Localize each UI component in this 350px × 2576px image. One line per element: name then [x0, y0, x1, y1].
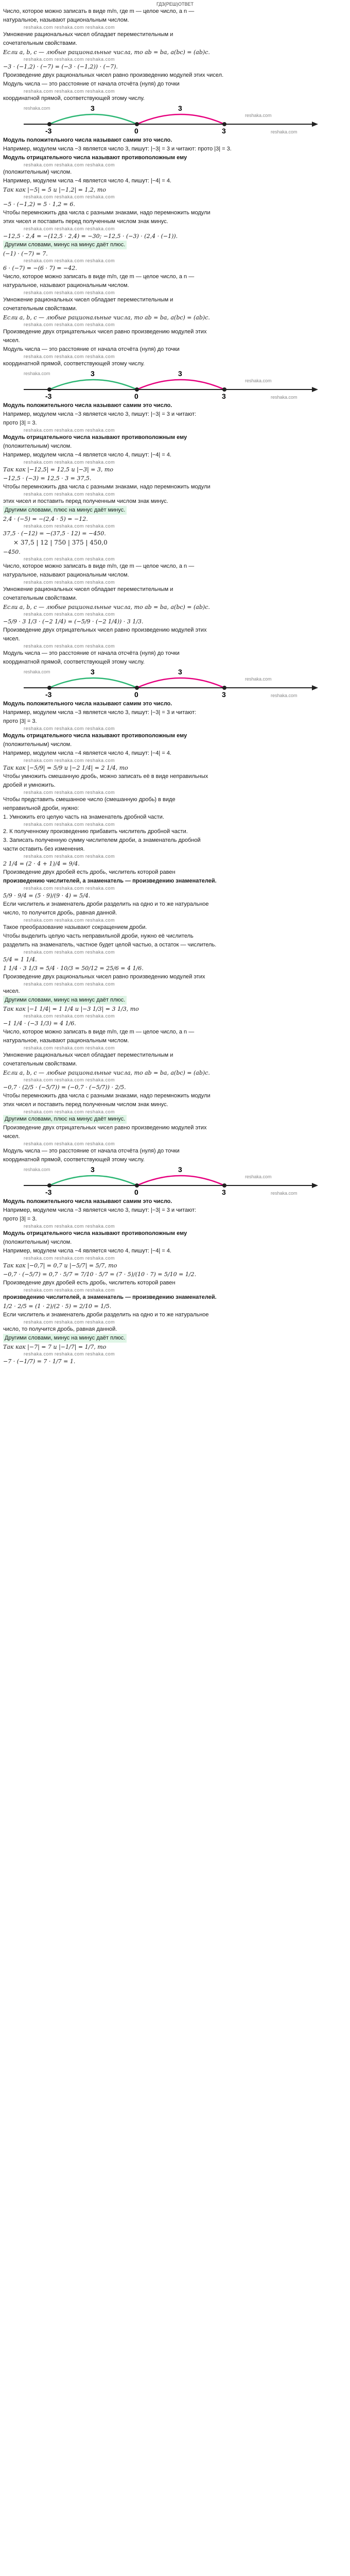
watermark-row: reshaka.com reshaka.com reshaka.com	[24, 1351, 115, 1357]
solution-section	[3, 1028, 347, 1366]
modulus-arc-left	[49, 678, 137, 688]
definition-text: Модуль положительного числа называют самим это число.	[3, 402, 172, 409]
body-text: Произведение двух отрицательных чисел равно произведению модулей этих	[3, 329, 207, 335]
rule-highlight: Другими словами, минус на минус даёт плюс.	[3, 996, 127, 1005]
body-text: координатной прямой, соответствующей этому числу.	[3, 361, 145, 367]
body-text: Число, которое можно записать в виде m/n, где m — целое число, а n —	[3, 274, 195, 280]
definition-text: произведению числителей, а знаменатель — произведению знаменателей.	[3, 1294, 217, 1300]
rule-highlight: Другими словами, минус на минус даёт плюс.	[3, 1334, 127, 1343]
body-text: Чтобы умножить смешанную дробь, можно записать её в виде неправильных	[3, 773, 208, 779]
label-three: 3	[222, 690, 226, 699]
body-text: Например, модулем числа −3 является число 3, пишут: |−3| = 3 и читают:	[3, 411, 197, 417]
watermark-row: reshaka.com reshaka.com reshaka.com	[24, 726, 115, 731]
body-text: Умножение рациональных чисел обладает переместительным и	[3, 31, 173, 38]
rule-highlight: Другими словами, плюс на минус даёт минус.	[3, 506, 127, 515]
watermark-text: reshaka.com	[271, 693, 297, 698]
modulus-arc-right	[137, 1176, 224, 1185]
body-text: координатной прямой, соответствующей этому числу.	[3, 95, 145, 101]
body-text: Чтобы перемножить два числа с разными знаками, надо перемножить модули	[3, 484, 211, 490]
body-text: (положительным) числом.	[3, 443, 72, 449]
axis-arrow-icon	[312, 1183, 318, 1188]
math-expression: −5 · (−1,2) = 5 · 1,2 = 6.	[3, 201, 75, 208]
watermark-text: reshaka.com	[24, 106, 50, 111]
watermark-row: reshaka.com reshaka.com reshaka.com	[24, 428, 115, 433]
watermark-row: reshaka.com reshaka.com reshaka.com	[24, 226, 115, 231]
column-multiplication: × 37,5 | 12 | 750 | 375 | 450,0	[13, 539, 108, 546]
label-minus-three: -3	[45, 690, 52, 699]
watermark-row: reshaka.com reshaka.com reshaka.com	[24, 1141, 115, 1146]
math-expression: Так как |−1 1/4| = 1 1/4 и |−3 1/3| = 3 1/3, то	[3, 1006, 139, 1012]
body-text: Умножение рациональных чисел обладает переместительным и	[3, 586, 173, 592]
body-text: 3. Записать полученную сумму числителем дроби, а знаменатель дробной	[3, 837, 201, 843]
body-text: (положительным) числом.	[3, 741, 72, 748]
point-zero	[135, 686, 139, 690]
math-expression: Так как |−5/9| = 5/9 и |−2 1/4| = 2 1/4, то	[3, 765, 128, 771]
watermark-row: reshaka.com reshaka.com reshaka.com	[24, 290, 115, 295]
label-zero: 0	[134, 690, 138, 699]
arc-label-left: 3	[91, 1165, 95, 1174]
watermark-row: reshaka.com reshaka.com reshaka.com	[24, 57, 115, 62]
axis-arrow-icon	[312, 387, 318, 392]
body-text: координатной прямой, соответствующей этому числу.	[3, 1157, 145, 1163]
body-text: Чтобы представить смешанное число (смешанную дробь) в виде	[3, 796, 176, 803]
body-text: Чтобы перемножить два числа с разными знаками, надо перемножить модули	[3, 1093, 211, 1099]
body-text: Число, которое можно записать в виде m/n, где m — целое число, а n —	[3, 8, 195, 14]
math-expression: −1 1/4 · (−3 1/3) = 4 1/6.	[3, 1020, 76, 1027]
body-text: этих чисел и поставить перед полученным числом знак минус.	[3, 1101, 168, 1108]
body-text: части оставить без изменения.	[3, 846, 85, 852]
definition-text: произведению числителей, а знаменатель — произведению знаменателей.	[3, 878, 217, 884]
watermark-text: reshaka.com	[271, 1191, 297, 1196]
body-text: натуральное, называют рациональным числом.	[3, 282, 129, 289]
definition-text: Модуль положительного числа называют самим это число.	[3, 137, 172, 143]
definition-text: Модуль отрицательного числа называют противоположным ему	[3, 1230, 187, 1236]
math-expression: 1 1/4 · 3 1/3 = 5/4 · 10/3 = 50/12 = 25/6 = 4 1/6.	[3, 965, 144, 972]
body-text: Такое преобразование называют сокращением дроби.	[3, 924, 147, 930]
body-text: разделить на знаменатель, частное будет целой частью, а остаток — числитель.	[3, 942, 217, 948]
body-text: сочетательным свойствами.	[3, 306, 77, 312]
watermark-text: reshaka.com	[24, 371, 50, 376]
body-text: Произведение двух дробей есть дробь, числитель которой равен	[3, 869, 176, 875]
math-expression: −0,7 · (2/5 · (−5/7)) = (−0,7 · (−5/7)) · 2/5.	[3, 1084, 126, 1091]
watermark-row: reshaka.com reshaka.com reshaka.com	[24, 1319, 115, 1325]
body-text: Умножение рациональных чисел обладает переместительным и	[3, 297, 173, 303]
math-expression: Если a, b, c — любые рациональные числа, то ab = ba, a(bc) = (ab)c.	[3, 49, 210, 56]
point-zero	[135, 122, 139, 126]
body-text: сочетательным свойствами.	[3, 40, 77, 46]
watermark-row: reshaka.com reshaka.com reshaka.com	[24, 981, 115, 987]
body-text: координатной прямой, соответствующей этому числу.	[3, 659, 145, 665]
label-zero: 0	[134, 127, 138, 135]
point-zero	[135, 387, 139, 392]
math-expression: 6 · (−7) = −(6 · 7) = −42.	[3, 265, 77, 272]
body-text: Модуль числа — это расстояние от начала отсчёта (нуля) до точки	[3, 346, 180, 352]
body-text: прото |3| = 3.	[3, 420, 37, 426]
watermark-row: reshaka.com reshaka.com reshaka.com	[24, 354, 115, 359]
watermark-row: reshaka.com reshaka.com reshaka.com	[24, 1256, 115, 1261]
math-expression: −12,5 · (−3) = 12,5 · 3 = 37,5.	[3, 475, 92, 482]
watermark-row: reshaka.com reshaka.com reshaka.com	[24, 523, 115, 529]
point-three	[222, 387, 226, 392]
number-line-diagram	[3, 667, 347, 699]
body-text: прото |3| = 3.	[3, 1216, 37, 1222]
body-text: Например, модулем числа −4 является число 4, пишут: |−4| = 4.	[3, 178, 171, 184]
body-text: натуральное, называют рациональным числом.	[3, 1038, 129, 1044]
body-text: Чтобы выделить целую часть неправильной дроби, нужно её числитель	[3, 933, 194, 939]
watermark-row: reshaka.com reshaka.com reshaka.com	[24, 758, 115, 763]
label-zero: 0	[134, 1188, 138, 1196]
definition-text: Модуль положительного числа называют самим это число.	[3, 1198, 172, 1205]
watermark-row: reshaka.com reshaka.com reshaka.com	[24, 194, 115, 199]
body-text: Например, модулем числа −3 является число 3, пишут: |−3| = 3 и читают:	[3, 1207, 197, 1213]
watermark-text: reshaka.com	[271, 395, 297, 400]
watermark-row: reshaka.com reshaka.com reshaka.com	[24, 1045, 115, 1050]
modulus-arc-left	[49, 1176, 137, 1185]
arc-label-right: 3	[178, 369, 182, 378]
point-minus-three	[47, 387, 51, 392]
math-expression: −450.	[3, 549, 21, 555]
body-text: Модуль числа — это расстояние от начала отсчёта (нуля) до точки	[3, 81, 180, 87]
body-text: Например, модулем числа −3 является число 3, пишут: |−3| = 3 и читают: прото |3| = 3.	[3, 146, 232, 152]
body-text: Произведение двух дробей есть дробь, числитель которой равен	[3, 1280, 176, 1286]
watermark-text: reshaka.com	[245, 378, 272, 383]
watermark-row: reshaka.com reshaka.com reshaka.com	[24, 580, 115, 585]
math-expression: 5/9 · 9/4 = (5 · 9)/(9 · 4) = 5/4.	[3, 892, 91, 899]
number-line-diagram	[3, 369, 347, 401]
body-text: 2. К полученному произведению прибавить числитель дробной части.	[3, 828, 188, 835]
definition-text: Модуль отрицательного числа называют противоположным ему	[3, 155, 187, 161]
watermark-text: reshaka.com	[245, 1174, 272, 1179]
math-expression: Если a, b, c — любые рациональные числа, то ab = ba, a(bc) = (ab)c.	[3, 1070, 210, 1076]
label-three: 3	[222, 127, 226, 135]
math-expression: Так как |−7| = 7 и |−1/7| = 1/7, то	[3, 1344, 107, 1350]
point-minus-three	[47, 1183, 51, 1188]
watermark-text: reshaka.com	[245, 113, 272, 118]
body-text: неправильной дроби, нужно:	[3, 805, 79, 811]
math-expression: Так как |−0,7| = 0,7 и |−5/7| = 5/7, то	[3, 1262, 117, 1269]
body-text: чисел.	[3, 337, 20, 344]
point-minus-three	[47, 686, 51, 690]
body-text: этих чисел и поставить перед полученным числом знак минус.	[3, 498, 168, 504]
body-text: чисел.	[3, 988, 20, 994]
point-minus-three	[47, 122, 51, 126]
watermark-row: reshaka.com reshaka.com reshaka.com	[24, 1287, 115, 1293]
math-expression: 5/4 = 1 1/4.	[3, 956, 37, 963]
watermark-row: reshaka.com reshaka.com reshaka.com	[24, 556, 115, 562]
body-text: чисел.	[3, 1133, 20, 1140]
solution-section	[3, 562, 347, 1028]
body-text: (положительным) числом.	[3, 1239, 72, 1245]
watermark-row: reshaka.com reshaka.com reshaka.com	[24, 1109, 115, 1114]
definition-text: Модуль положительного числа называют самим это число.	[3, 701, 172, 707]
math-expression: Если a, b, c — любые рациональные числа, то ab = ba, a(bc) = (ab)c.	[3, 314, 210, 321]
body-text: сочетательным свойствами.	[3, 1061, 77, 1067]
rule-highlight: Другими словами, плюс на минус даёт минус.	[3, 1115, 127, 1124]
rule-highlight: Другими словами, минус на минус даёт плюс.	[3, 241, 127, 249]
watermark-row: reshaka.com reshaka.com reshaka.com	[24, 854, 115, 859]
point-three	[222, 1183, 226, 1188]
body-text: Произведение двух рациональных чисел равно произведению модулей этих чисел.	[3, 72, 224, 78]
math-expression: −5/9 · 3 1/3 · (−2 1/4) = (−5/9 · (−2 1/4)) · 3 1/3.	[3, 618, 144, 625]
definition-text: Модуль отрицательного числа называют противоположным ему	[3, 434, 187, 440]
watermark-row: reshaka.com reshaka.com reshaka.com	[24, 612, 115, 617]
watermark-row: reshaka.com reshaka.com reshaka.com	[24, 886, 115, 891]
arc-label-right: 3	[178, 104, 182, 112]
body-text: Чтобы перемножить два числа с разными знаками, надо перемножить модули	[3, 210, 211, 216]
label-three: 3	[222, 392, 226, 400]
watermark-row: reshaka.com reshaka.com reshaka.com	[24, 258, 115, 263]
math-expression: Если a, b, c — любые рациональные числа, то ab = ba, a(bc) = (ab)c.	[3, 604, 210, 611]
body-text: Модуль числа — это расстояние от начала отсчёта (нуля) до точки	[3, 1148, 180, 1154]
arc-label-left: 3	[91, 104, 95, 112]
watermark-row: reshaka.com reshaka.com reshaka.com	[24, 322, 115, 327]
modulus-arc-right	[137, 380, 224, 389]
watermark-text: reshaka.com	[24, 1167, 50, 1172]
body-text: Произведение двух рациональных чисел равно произведению модулей этих	[3, 974, 205, 980]
label-three: 3	[222, 1188, 226, 1196]
body-text: сочетательным свойствами.	[3, 595, 77, 601]
axis-arrow-icon	[312, 122, 318, 127]
solution-section	[3, 7, 347, 273]
arc-label-left: 3	[91, 668, 95, 676]
modulus-arc-right	[137, 114, 224, 124]
body-text: чисел.	[3, 636, 20, 642]
body-text: Число, которое можно записать в виде m/n, где m — целое число, а n —	[3, 563, 195, 569]
watermark-row: reshaka.com reshaka.com reshaka.com	[24, 822, 115, 827]
label-zero: 0	[134, 392, 138, 400]
watermark-text: reshaka.com	[24, 669, 50, 674]
math-expression: 2,4 · (−5) = −(2,4 · 5) = −12.	[3, 516, 88, 522]
watermark-row: reshaka.com reshaka.com reshaka.com	[24, 162, 115, 167]
axis-arrow-icon	[312, 685, 318, 690]
watermark-row: reshaka.com reshaka.com reshaka.com	[24, 790, 115, 795]
modulus-arc-left	[49, 114, 137, 124]
math-expression: −7 · (−1/7) = 7 · 1/7 = 1.	[3, 1358, 76, 1365]
solution-section	[3, 273, 347, 562]
watermark-row: reshaka.com reshaka.com reshaka.com	[24, 950, 115, 955]
body-text: Например, модулем числа −4 является число 4, пишут: |−4| = 4.	[3, 1248, 171, 1254]
watermark-row: reshaka.com reshaka.com reshaka.com	[24, 89, 115, 94]
body-text: Произведение двух отрицательных чисел равно произведению модулей этих	[3, 1125, 207, 1131]
body-text: Например, модулем числа −4 является число 4, пишут: |−4| = 4.	[3, 452, 171, 458]
body-text: (положительным) числом.	[3, 169, 72, 175]
arc-label-right: 3	[178, 1165, 182, 1174]
body-text: дробей и умножить.	[3, 782, 56, 788]
definition-text: Модуль отрицательного числа называют противоположным ему	[3, 733, 187, 739]
math-expression: 1/2 · 2/5 = (1 · 2)/(2 · 5) = 2/10 = 1/5.	[3, 1303, 112, 1310]
math-expression: −3 · (−1,2) · (−7) = (−3 · (−1,2)) · (−7).	[3, 63, 118, 70]
page-header: ГДЗ(РЕШ)ОТВЕТ	[156, 2, 194, 7]
body-text: Модуль числа — это расстояние от начала отсчёта (нуля) до точки	[3, 650, 180, 656]
body-text: натуральное, называют рациональным числом.	[3, 572, 129, 578]
modulus-arc-right	[137, 678, 224, 688]
arc-label-left: 3	[91, 369, 95, 378]
label-minus-three: -3	[45, 392, 52, 400]
watermark-row: reshaka.com reshaka.com reshaka.com	[24, 25, 115, 30]
body-text: Произведение двух отрицательных чисел равно произведению модулей этих	[3, 627, 207, 633]
math-expression: (−1) · (−7) = 7.	[3, 250, 48, 257]
label-minus-three: -3	[45, 1188, 52, 1196]
body-text: прото |3| = 3.	[3, 718, 37, 724]
arc-label-right: 3	[178, 668, 182, 676]
math-expression: 2 1/4 = (2 · 4 + 1)/4 = 9/4.	[3, 860, 80, 867]
math-expression: −0,7 · (−5/7) = 0,7 · 5/7 = 7/10 · 5/7 = (7 · 5)/(10 · 7) = 5/10 = 1/2.	[3, 1271, 197, 1278]
point-zero	[135, 1183, 139, 1188]
body-text: этих чисел и поставить перед полученным числом знак минус.	[3, 218, 168, 225]
watermark-row: reshaka.com reshaka.com reshaka.com	[24, 643, 115, 649]
point-three	[222, 122, 226, 126]
body-text: число, то получится дробь, равная данной.	[3, 910, 117, 916]
body-text: Например, модулем числа −3 является число 3, пишут: |−3| = 3 и читают:	[3, 709, 197, 716]
label-minus-three: -3	[45, 127, 52, 135]
body-text: Число, которое можно записать в виде m/n, где m — целое число, а n —	[3, 1029, 195, 1035]
body-text: 1. Умножить его целую часть на знаменатель дробной части.	[3, 814, 164, 820]
number-line-diagram	[3, 104, 347, 135]
body-text: Если числитель и знаменатель дроби разделить на одно и то же натуральное	[3, 901, 209, 907]
watermark-row: reshaka.com reshaka.com reshaka.com	[24, 1077, 115, 1082]
number-line-diagram	[3, 1165, 347, 1197]
watermark-row: reshaka.com reshaka.com reshaka.com	[24, 492, 115, 497]
point-three	[222, 686, 226, 690]
body-text: Например, модулем числа −4 является число 4, пишут: |−4| = 4.	[3, 750, 171, 756]
watermark-text: reshaka.com	[271, 129, 297, 134]
solution-content	[3, 7, 347, 1366]
math-expression: 37,5 · (−12) = −(37,5 · 12) = −450.	[3, 530, 106, 537]
math-expression: Так как |−12,5| = 12,5 и |−3| = 3, то	[3, 466, 113, 473]
modulus-arc-left	[49, 380, 137, 389]
body-text: Умножение рациональных чисел обладает переместительным и	[3, 1052, 173, 1058]
math-expression: −12,5 · 2,4 = −(12,5 · 2,4) = −30; −12,5 · (−3) · (2,4 · (−1)).	[3, 233, 178, 240]
watermark-row: reshaka.com reshaka.com reshaka.com	[24, 460, 115, 465]
body-text: число, то получится дробь, равная данной.	[3, 1326, 117, 1332]
watermark-row: reshaka.com reshaka.com reshaka.com	[24, 918, 115, 923]
watermark-row: reshaka.com reshaka.com reshaka.com	[24, 1224, 115, 1229]
watermark-row: reshaka.com reshaka.com reshaka.com	[24, 1013, 115, 1019]
math-expression: Так как |−5| = 5 и |−1,2| = 1,2, то	[3, 187, 106, 193]
watermark-text: reshaka.com	[245, 676, 272, 682]
body-text: натуральное, называют рациональным числом.	[3, 17, 129, 23]
body-text: Если числитель и знаменатель дроби разделить на одно и то же натуральное	[3, 1312, 209, 1318]
